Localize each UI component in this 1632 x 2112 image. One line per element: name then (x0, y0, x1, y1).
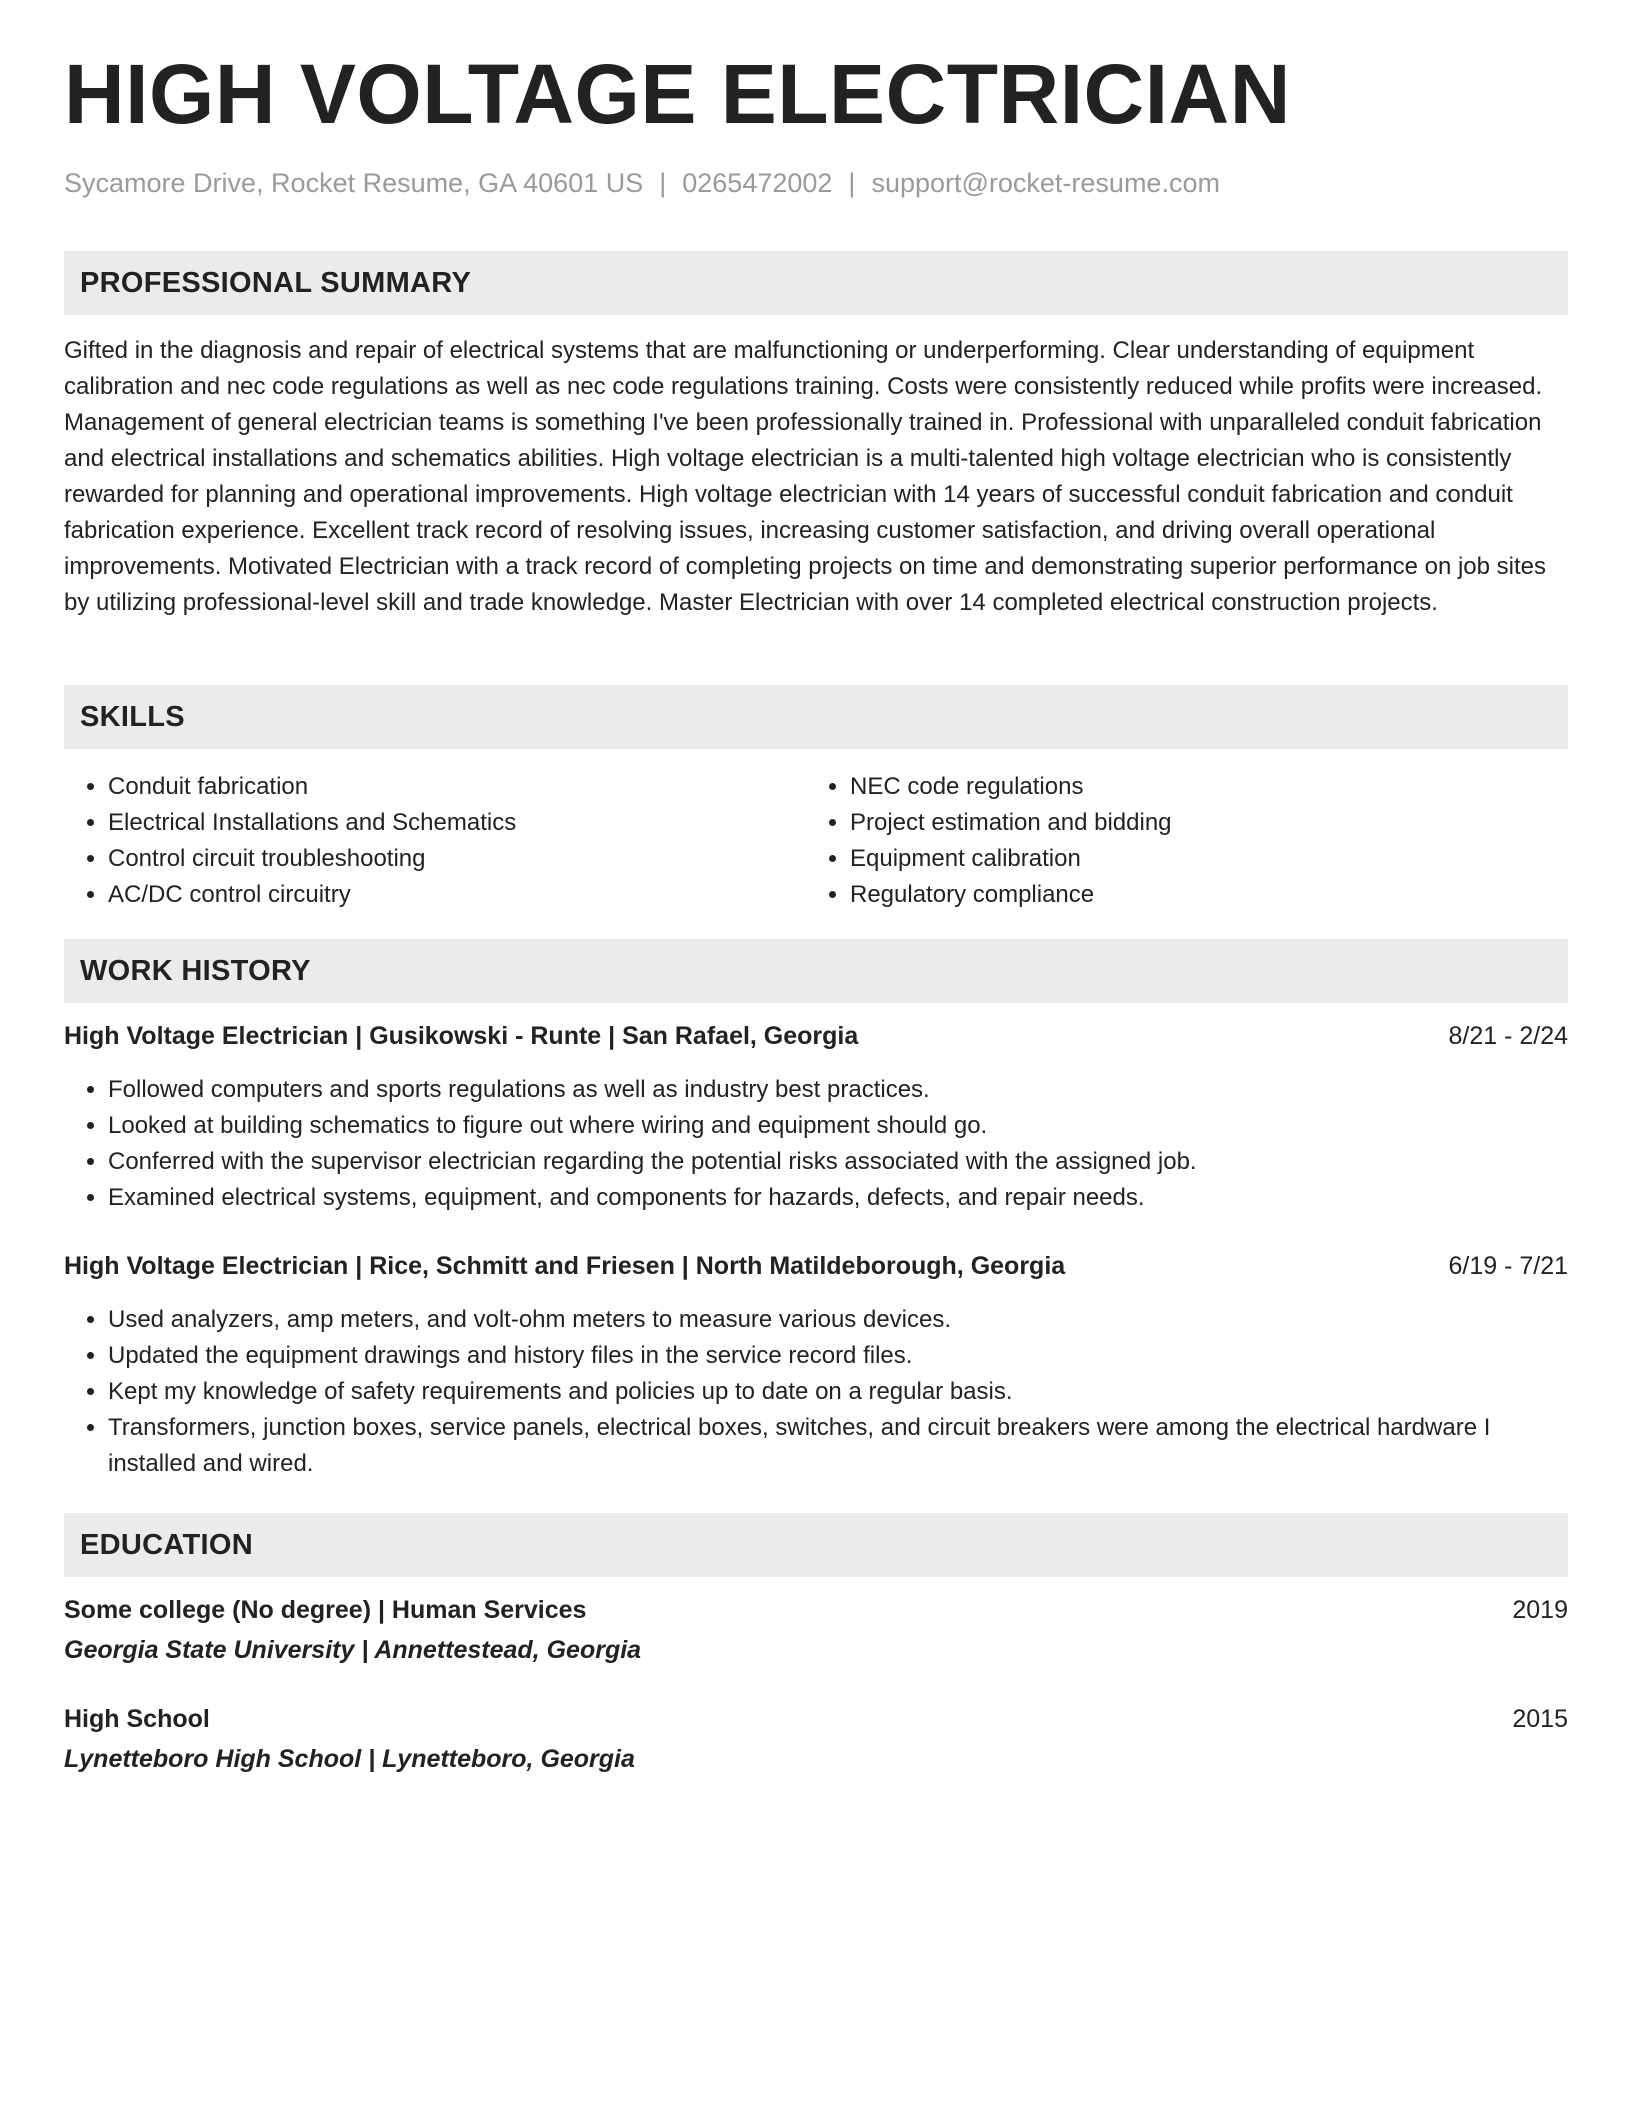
education-section-header (64, 1513, 1568, 1577)
contact-email: support@rocket-resume.com (871, 168, 1220, 198)
skill-item: • NEC code regulations (850, 769, 1172, 805)
job-header (64, 1018, 1568, 1054)
job-bullet: • Looked at building schematics to figure out where wiring and equipment should go. (108, 1108, 1568, 1144)
education-year: 2019 (1512, 1595, 1568, 1624)
summary-text: Gifted in the diagnosis and repair of electrical systems that are malfunctioning or underperforming. Clear understanding of equipment calibration and nec code regulations as well as nec code regulations training. Costs were consistently reduced while profits were increased. Management of general electrician teams is something I've been professionally trained in. Professional with unparalleled conduit fabrication and electrical installations and schematics abilities. High voltage electrician is a multi-talented high voltage electrician who is consistently rewarded for planning and operational improvements. High voltage electrician with 14 years of successful conduit fabrication and conduit fabrication experience. Excellent track record of resolving issues, increasing customer satisfaction, and driving overall operational improvements. Motivated Electrician with a track record of completing projects on time and demonstrating superior performance on job sites by utilizing professional-level skill and trade knowledge. Master Electrician with over 14 completed electrical construction projects. (64, 337, 1547, 616)
work-heading: WORK HISTORY (80, 954, 311, 987)
job-dates: 8/21 - 2/24 (1448, 1021, 1568, 1050)
job-title: High Voltage Electrician | Rice, Schmitt and Friesen | North Matildeborough, Georgia (64, 1251, 1066, 1280)
skills-section-header (64, 685, 1568, 749)
skill-item: • Equipment calibration (850, 841, 1172, 877)
job-bullet: • Kept my knowledge of safety requirements and policies up to date on a regular basis. (108, 1374, 1568, 1410)
job-bullet: • Used analyzers, amp meters, and volt-ohm meters to measure various devices. (108, 1302, 1568, 1338)
education-school: Lynetteboro High School | Lynetteboro, Georgia (64, 1745, 635, 1773)
education-heading: EDUCATION (80, 1528, 253, 1561)
education-degree: Some college (No degree) | Human Services (64, 1595, 587, 1624)
skills-list (64, 769, 1568, 913)
contact-separator: | (848, 168, 856, 198)
job-bullet: • Transformers, junction boxes, service panels, electrical boxes, switches, and circuit breakers were among the electrical hardware I installed and wired. (108, 1410, 1568, 1482)
skill-item: • Regulatory compliance (850, 877, 1172, 913)
job-bullet: • Examined electrical systems, equipment, and components for hazards, defects, and repair needs. (108, 1180, 1568, 1216)
education-header (64, 1701, 1568, 1737)
contact-line (64, 168, 1220, 199)
summary-section-header (64, 251, 1568, 315)
skill-item: • Project estimation and bidding (850, 805, 1172, 841)
job-bullet: • Conferred with the supervisor electrician regarding the potential risks associated with the assigned job. (108, 1144, 1568, 1180)
job-dates: 6/19 - 7/21 (1448, 1251, 1568, 1280)
job-title: High Voltage Electrician | Gusikowski - Runte | San Rafael, Georgia (64, 1021, 859, 1050)
education-school: Georgia State University | Annettestead, Georgia (64, 1636, 642, 1664)
candidate-name: HIGH VOLTAGE ELECTRICIAN (64, 47, 1291, 141)
summary-heading: PROFESSIONAL SUMMARY (80, 266, 472, 299)
skills-heading: SKILLS (80, 700, 185, 733)
skill-item: • AC/DC control circuitry (108, 877, 516, 913)
job-bullets (64, 1072, 1568, 1216)
job-bullet: • Followed computers and sports regulations as well as industry best practices. (108, 1072, 1568, 1108)
job-bullet: • Updated the equipment drawings and history files in the service record files. (108, 1338, 1568, 1374)
education-degree: High School (64, 1704, 210, 1733)
contact-separator: | (659, 168, 667, 198)
skills-column-left (64, 769, 516, 913)
skill-item: • Control circuit troubleshooting (108, 841, 516, 877)
skill-item: • Electrical Installations and Schematics (108, 805, 516, 841)
skills-column-right (806, 769, 1172, 913)
job-header (64, 1248, 1568, 1284)
skill-item: • Conduit fabrication (108, 769, 516, 805)
education-year: 2015 (1512, 1704, 1568, 1733)
work-section-header (64, 939, 1568, 1003)
contact-address: Sycamore Drive, Rocket Resume, GA 40601 US (64, 168, 644, 198)
job-bullets (64, 1302, 1568, 1482)
education-header (64, 1592, 1568, 1628)
contact-phone: 0265472002 (682, 168, 833, 198)
